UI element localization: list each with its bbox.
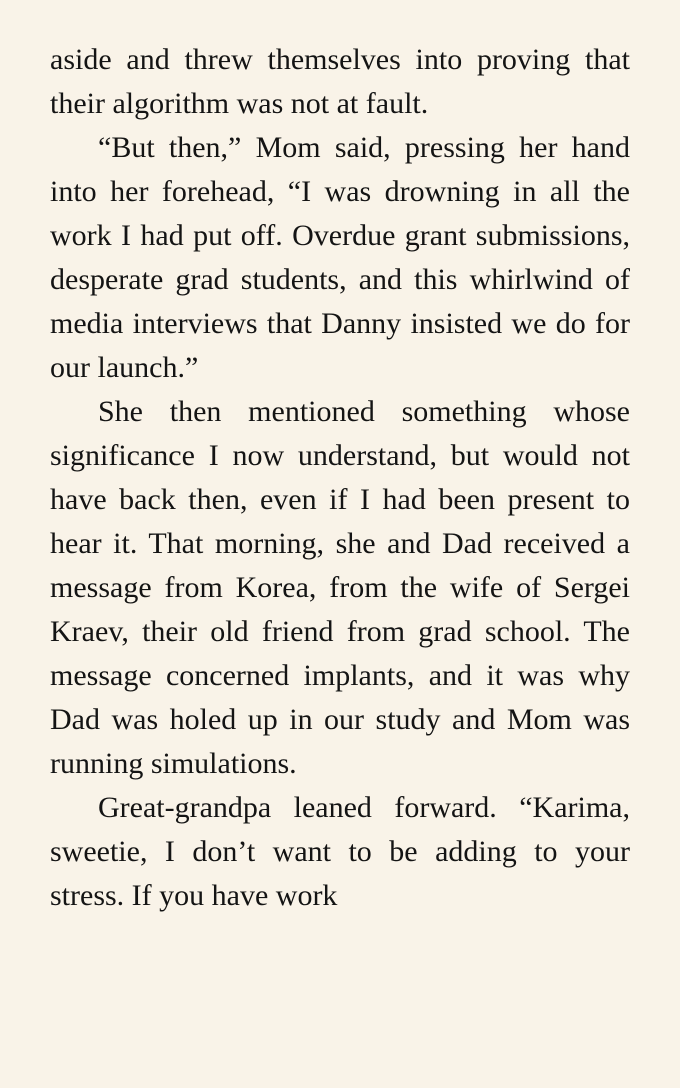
page-text[interactable]	[50, 38, 630, 918]
paragraph-continued: aside and threw themselves into proving that their algorithm was not at fault.	[50, 43, 630, 120]
paragraph-partial: Great-grandpa leaned forward. “Karima, sweetie, I don’t want to be adding to your stress. If you have work	[50, 791, 630, 912]
paragraph: She then mentioned something whose significance I now understand, but would not have back then, even if I had been present to hear it. That morning, she and Dad received a message from Korea, from the wife of Sergei Kraev, their old friend from grad school. The message concerned implants, and it was why Dad was holed up in our study and Mom was running simulations.	[50, 395, 630, 780]
paragraph: “But then,” Mom said, pressing her hand into her forehead, “I was drowning in all the work I had put off. Overdue grant submissions, desperate grad students, and this whirlwind of media interviews that Danny insisted we do for our launch.”	[50, 131, 630, 384]
